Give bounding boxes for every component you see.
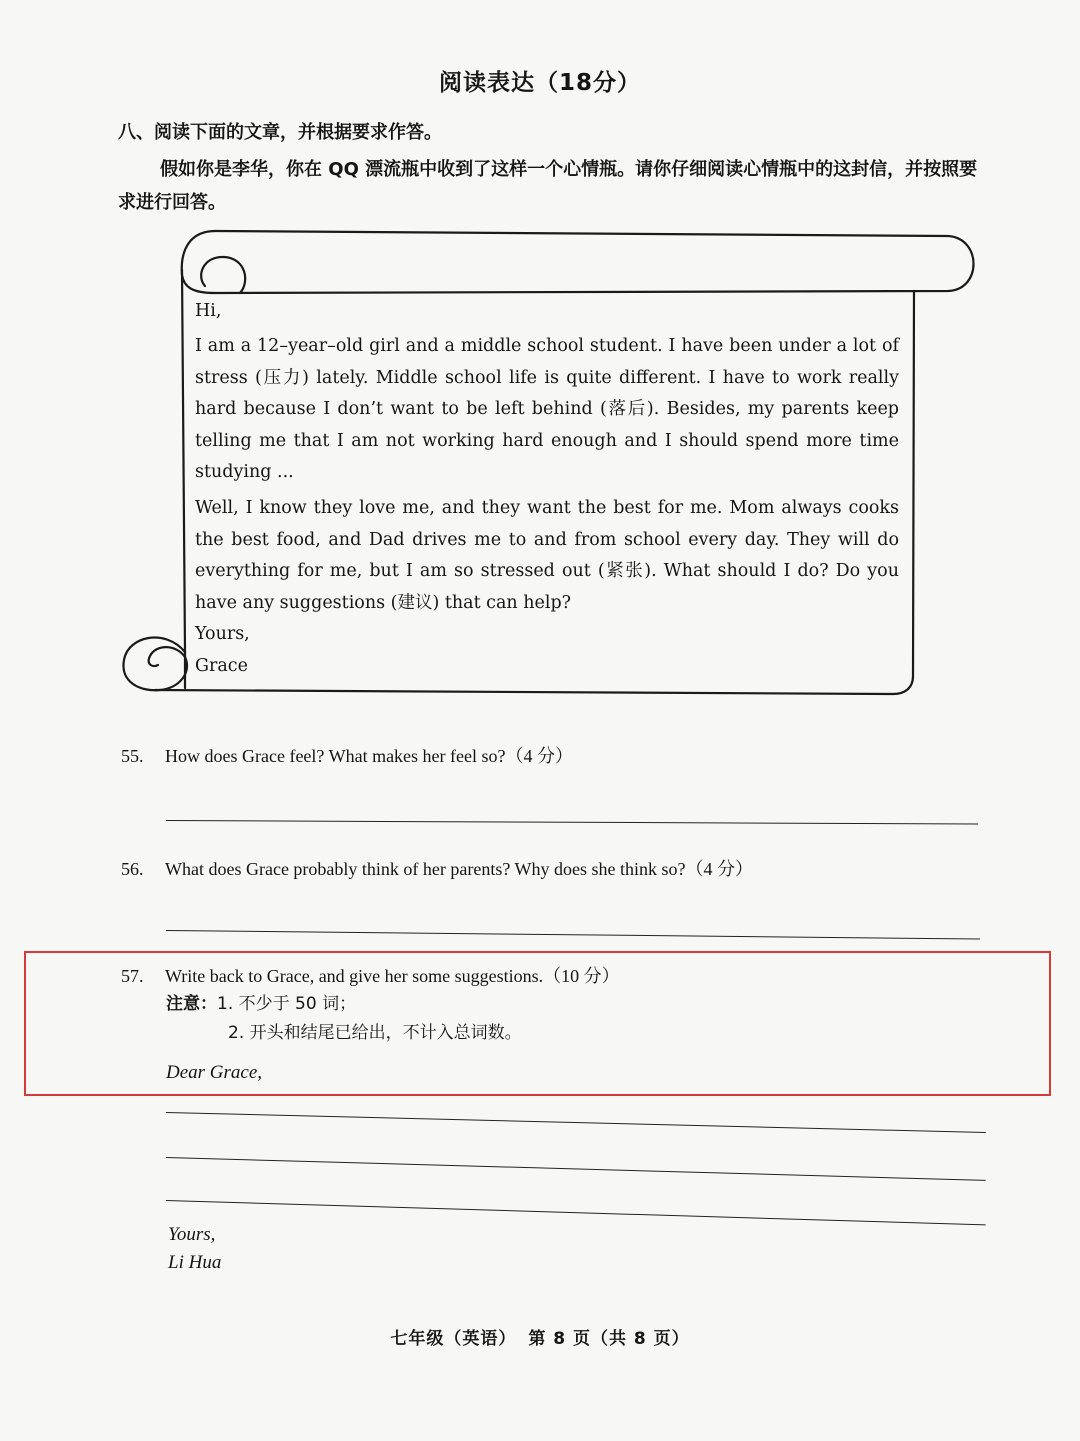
page-title: 阅读表达（18分）	[438, 70, 641, 96]
letter-signature: Grace	[195, 656, 248, 676]
reply-closing-block	[168, 1221, 221, 1277]
writing-line-3[interactable]	[166, 1200, 986, 1225]
note-item-1: 1. 不少于 50 词；	[217, 994, 357, 1014]
question-55	[121, 742, 573, 768]
writing-line-1[interactable]	[166, 1112, 986, 1133]
footer-grade: 七年级（英语）	[390, 1329, 517, 1349]
section-instruction: 假如你是李华，你在 QQ 漂流瓶中收到了这样一个心情瓶。请你仔细阅读心情瓶中的这封信，并按照要求进行回答。	[118, 159, 978, 213]
question-text: How does Grace feel? What makes her feel so?（4 分）	[165, 746, 574, 766]
answer-line-55[interactable]	[166, 820, 978, 825]
footer-page-number: 第 8 页（共 8 页）	[528, 1329, 690, 1349]
answer-line-56[interactable]	[166, 930, 980, 940]
question-text: What does Grace probably think of her parents? Why does she think so?（4 分）	[165, 859, 754, 879]
note-item-2: 2. 开头和结尾已给出，不计入总词数。	[228, 1023, 522, 1043]
question-57	[121, 962, 620, 988]
letter-paragraph-1: I am a 12–year–old girl and a middle school student. I have been under a lot of stress (压力) lately. Middle school life is quite different. I have to work really hard because I don’t want to be left behind (落后). Besides, my parents keep telling me that I am not working hard enough and I should spend more time studying ...	[195, 336, 899, 482]
letter-closing-block	[195, 618, 899, 682]
question-number: 55.	[121, 746, 144, 766]
section-heading: 八、阅读下面的文章，并根据要求作答。	[118, 122, 442, 143]
question-text: Write back to Grace, and give her some suggestions.（10 分）	[165, 966, 620, 986]
writing-line-2[interactable]	[166, 1157, 986, 1181]
letter-closing: Yours,	[195, 624, 250, 644]
reply-signature: Li Hua	[168, 1252, 222, 1273]
question-56	[121, 855, 753, 881]
page-footer	[0, 1324, 1080, 1349]
writing-requirements	[166, 990, 522, 1048]
question-number: 57.	[121, 966, 144, 986]
reply-closing: Yours,	[168, 1224, 216, 1245]
note-label: 注意：	[166, 994, 217, 1014]
reply-salutation: Dear Grace,	[166, 1062, 263, 1083]
letter-greeting: Hi,	[195, 301, 222, 321]
letter-paragraph-2: Well, I know they love me, and they want the best for me. Mom always cooks the best food, and Dad drives me to and from school every day. They will do everything for me, but I am so stressed out (紧张). What should I do? Do you have any suggestions (建议) that can help?	[195, 498, 899, 613]
question-number: 56.	[121, 859, 144, 879]
